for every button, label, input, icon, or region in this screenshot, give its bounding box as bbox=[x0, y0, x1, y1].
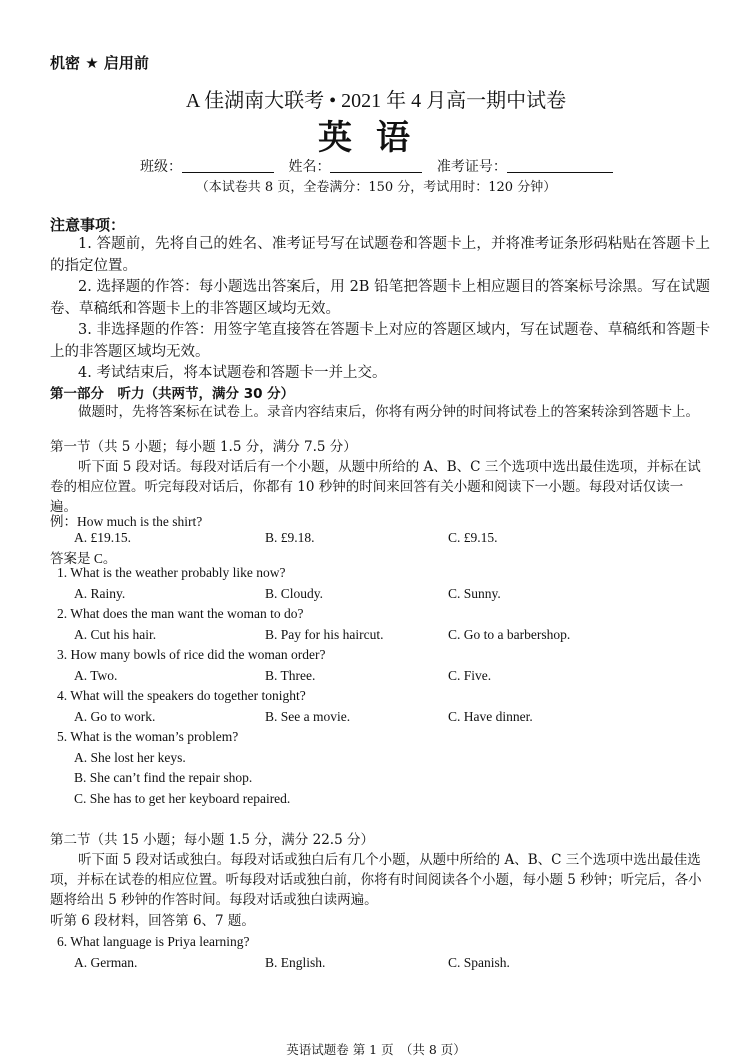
question-5: 5. What is the woman’s problem? bbox=[57, 729, 239, 744]
option-c: C. Spanish. bbox=[448, 955, 510, 970]
option-a: A. Rainy. bbox=[74, 586, 126, 601]
page-footer: 英语试题卷 第 1 页 （共 8 页） bbox=[286, 1042, 466, 1057]
notice-item: 3. 非选择题的作答：用签字笔直接答在答题卡上对应的答题区域内，写在试题卷、草稿纸和答题卡上的非答题区域均无效。 bbox=[50, 322, 710, 360]
example-option-c: C. £9.15. bbox=[448, 530, 498, 545]
notice-list bbox=[50, 234, 710, 385]
question-4: 4. What will the speakers do together tonight? bbox=[57, 688, 306, 703]
option-a: A. Two. bbox=[74, 668, 118, 683]
option-b: B. English. bbox=[265, 955, 326, 970]
example-question: 例：How much is the shirt? bbox=[50, 514, 203, 529]
confidential-mark: 机密 ★ 启用前 bbox=[50, 54, 149, 72]
option-b: B. Pay for his haircut. bbox=[265, 627, 384, 642]
option-c: C. Five. bbox=[448, 668, 492, 683]
question-1: 1. What is the weather probably like now? bbox=[57, 565, 286, 580]
option-a: A. Go to work. bbox=[74, 709, 156, 724]
notice-item: 2. 选择题的作答：每小题选出答案后，用 2B 铅笔把答题卡上相应题目的答案标号涂黑。写在试题卷、草稿纸和答题卡上的非答题区域均无效。 bbox=[50, 279, 710, 317]
option-a: A. Cut his hair. bbox=[74, 627, 157, 642]
section2-intro: 听下面 5 段对话或独白。每段对话或独白后有几个小题，从题中所给的 A、B、C 三个选项中选出最佳选项，并标在试卷的相应位置。听每段对话或独白前，你将有时间阅读各个小题，每小题 5 秒钟；听完后，各小题将给出 5 秒钟的作答时间。每段对话或独白读两遍。 bbox=[50, 852, 702, 908]
material-6-instruction: 听第 6 段材料，回答第 6、7 题。 bbox=[50, 913, 255, 929]
option-b: B. She can’t find the repair shop. bbox=[74, 770, 253, 785]
option-b: B. See a movie. bbox=[265, 709, 351, 724]
example-option-b: B. £9.18. bbox=[265, 530, 315, 545]
example-answer: 答案是 C。 bbox=[50, 551, 117, 566]
option-c: C. Go to a barbershop. bbox=[448, 627, 571, 642]
option-c: C. She has to get her keyboard repaired. bbox=[74, 791, 291, 806]
option-b: B. Cloudy. bbox=[265, 586, 324, 601]
notice-item: 1. 答题前，先将自己的姓名、准考证号写在试题卷和答题卡上，并将准考证条形码粘贴在答题卡上的指定位置。 bbox=[50, 236, 710, 274]
option-c: C. Have dinner. bbox=[448, 709, 533, 724]
exam-title: A 佳湖南大联考 • 2021 年 4 月高一期中试卷 bbox=[185, 90, 567, 112]
part1-heading: 第一部分 听力（共两节，满分 30 分） bbox=[50, 386, 295, 402]
question-2: 2. What does the man want the woman to do? bbox=[57, 606, 304, 621]
option-c: C. Sunny. bbox=[448, 586, 501, 601]
option-a: A. German. bbox=[74, 955, 138, 970]
name-blank bbox=[330, 158, 422, 173]
class-blank bbox=[182, 158, 274, 173]
notice-heading: 注意事项： bbox=[50, 216, 126, 234]
name-label: 姓名： bbox=[288, 159, 331, 175]
part1-intro: 做题时，先将答案标在试卷上。录音内容结束后，你将有两分钟的时间将试卷上的答案转涂到答题卡上。 bbox=[78, 404, 699, 420]
student-info-fields bbox=[140, 156, 623, 176]
notice-item: 4. 考试结束后，将本试题卷和答题卡一并上交。 bbox=[78, 365, 387, 381]
section1-intro: 听下面 5 段对话。每段对话后有一个小题，从题中所给的 A、B、C 三个选项中选出最佳选项，并标在试卷的相应位置。听完每段对话后，你都有 10 秒钟的时间来回答有关小题和阅读下一小题。每段对话仅读一遍。 bbox=[50, 459, 701, 515]
question-6: 6. What language is Priya learning? bbox=[57, 934, 250, 949]
exam-info: （本试卷共 8 页，全卷满分：150 分，考试用时：120 分钟） bbox=[195, 180, 557, 195]
class-label: 班级： bbox=[140, 159, 182, 175]
option-a: A. She lost her keys. bbox=[74, 750, 186, 765]
ticket-blank bbox=[507, 158, 613, 173]
question-3: 3. How many bowls of rice did the woman order? bbox=[57, 647, 326, 662]
section1-heading: 第一节（共 5 小题；每小题 1.5 分，满分 7.5 分） bbox=[50, 439, 357, 455]
section2-heading: 第二节（共 15 小题；每小题 1.5 分，满分 22.5 分） bbox=[50, 832, 374, 848]
subject-title: 英语 bbox=[318, 118, 434, 158]
ticket-label: 准考证号： bbox=[436, 159, 507, 175]
example-option-a: A. £19.15. bbox=[74, 530, 131, 545]
option-b: B. Three. bbox=[265, 668, 316, 683]
